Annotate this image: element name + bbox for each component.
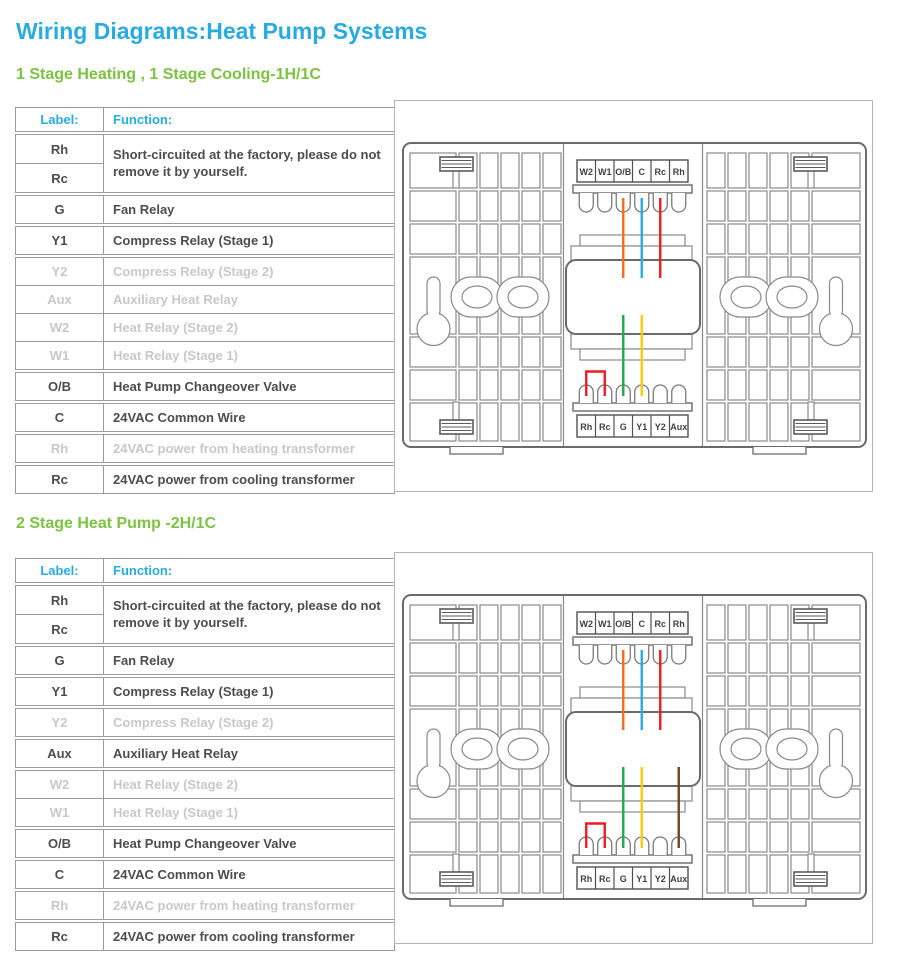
table-row bbox=[15, 465, 395, 494]
function-cell: Compress Relay (Stage 2) bbox=[113, 264, 274, 279]
label-cell: Rc bbox=[16, 614, 103, 643]
table-row bbox=[15, 226, 395, 255]
oval-slot-inner bbox=[508, 738, 538, 760]
terminal-label: Rc bbox=[654, 166, 667, 177]
screw-stem bbox=[808, 854, 814, 872]
table-row bbox=[15, 708, 395, 737]
table-row bbox=[15, 403, 395, 432]
terminal-label: O/B bbox=[615, 166, 632, 177]
label-column-header: Label: bbox=[16, 108, 104, 131]
mount-tab bbox=[450, 899, 503, 906]
label-cell: C bbox=[16, 404, 104, 431]
terminal-label: Y2 bbox=[654, 421, 666, 432]
terminal-label: Rc bbox=[598, 873, 611, 884]
bottom-wire-clamp bbox=[672, 385, 686, 403]
unit-step bbox=[571, 786, 692, 801]
mount-tab bbox=[450, 447, 503, 454]
unit-step bbox=[571, 246, 692, 261]
function-cell: Auxiliary Heat Relay bbox=[113, 292, 239, 307]
terminal-label: Aux bbox=[670, 873, 688, 884]
terminal-label: Aux bbox=[670, 421, 688, 432]
table-row-merged bbox=[15, 585, 395, 644]
label-cell: O/B bbox=[16, 830, 104, 857]
mount-tab bbox=[753, 447, 806, 454]
terminal-label: Rh bbox=[580, 421, 593, 432]
label-cell: C bbox=[16, 861, 104, 888]
oval-slot-inner bbox=[731, 286, 761, 308]
function-cell: Short-circuited at the factory, please do not remove it by yourself. bbox=[113, 146, 381, 179]
label-cell: Rh bbox=[50, 592, 69, 608]
table-row bbox=[15, 341, 395, 370]
bottom-terminal-bar bbox=[573, 855, 692, 863]
function-column-header: Function: bbox=[113, 563, 173, 578]
oval-slot-inner bbox=[731, 738, 761, 760]
function-cell: 24VAC power from cooling transformer bbox=[113, 929, 355, 944]
function-cell: Compress Relay (Stage 1) bbox=[113, 684, 274, 699]
merged-label-cells bbox=[16, 135, 104, 192]
function-cell: Heat Relay (Stage 2) bbox=[113, 777, 238, 792]
terminal-label: G bbox=[619, 873, 627, 884]
table-row bbox=[15, 372, 395, 401]
keyhole-join bbox=[428, 761, 439, 771]
function-cell: Heat Relay (Stage 1) bbox=[113, 805, 238, 820]
function-cell: Compress Relay (Stage 2) bbox=[113, 715, 274, 730]
unit-step bbox=[571, 334, 692, 349]
top-wire-clamp bbox=[579, 193, 593, 212]
mount-tab bbox=[753, 899, 806, 906]
wiring-diagram-1h1c bbox=[394, 100, 873, 492]
top-wire-clamp bbox=[672, 193, 686, 212]
table-row bbox=[15, 922, 395, 951]
top-wire-clamp bbox=[579, 645, 593, 664]
screw-stem bbox=[808, 402, 814, 420]
function-cell: Heat Pump Changeover Valve bbox=[113, 379, 297, 394]
label-cell: W2 bbox=[16, 771, 104, 798]
oval-slot-inner bbox=[777, 738, 807, 760]
table-row-merged bbox=[15, 134, 395, 193]
terminal-label: G bbox=[619, 421, 627, 432]
function-cell: 24VAC power from heating transformer bbox=[113, 898, 355, 913]
label-cell: W2 bbox=[16, 314, 104, 341]
label-cell: Rh bbox=[50, 141, 69, 157]
terminal-label: Rh bbox=[672, 166, 685, 177]
terminal-label: Y2 bbox=[654, 873, 666, 884]
label-column-header: Label: bbox=[16, 559, 104, 582]
terminal-label: Rc bbox=[598, 421, 611, 432]
label-cell: Rh bbox=[16, 892, 104, 919]
label-cell: Y2 bbox=[16, 258, 104, 285]
wiring-diagram-2h1c bbox=[394, 552, 873, 944]
table-header-row bbox=[15, 558, 395, 583]
unit-step bbox=[580, 801, 685, 812]
screw-stem bbox=[808, 170, 814, 188]
top-wire-clamp bbox=[672, 645, 686, 664]
terminal-label: C bbox=[638, 166, 645, 177]
function-column-header: Function: bbox=[113, 112, 173, 127]
terminal-label: Rh bbox=[672, 618, 685, 629]
table-header-row bbox=[15, 107, 395, 132]
table-row bbox=[15, 646, 395, 675]
label-cell: Y1 bbox=[16, 678, 104, 705]
label-cell: G bbox=[16, 647, 104, 674]
label-cell: Y1 bbox=[16, 227, 104, 254]
label-cell: O/B bbox=[16, 373, 104, 400]
screw-stem bbox=[453, 854, 459, 872]
oval-slot-inner bbox=[462, 286, 492, 308]
function-cell: Auxiliary Heat Relay bbox=[113, 746, 239, 761]
function-cell: 24VAC Common Wire bbox=[113, 410, 246, 425]
terminal-label: C bbox=[638, 618, 645, 629]
function-cell: 24VAC Common Wire bbox=[113, 867, 246, 882]
table-row bbox=[15, 677, 395, 706]
label-cell: W1 bbox=[16, 799, 104, 826]
terminal-label: W2 bbox=[579, 618, 593, 629]
keyhole-join bbox=[831, 761, 842, 771]
label-cell: Rc bbox=[16, 466, 104, 493]
screw-stem bbox=[808, 622, 814, 640]
unit-body bbox=[566, 260, 700, 334]
oval-slot-inner bbox=[777, 286, 807, 308]
function-cell: 24VAC power from heating transformer bbox=[113, 441, 355, 456]
oval-slot-inner bbox=[462, 738, 492, 760]
unit-step bbox=[580, 235, 685, 246]
terminal-label: O/B bbox=[615, 618, 632, 629]
table-row bbox=[15, 313, 395, 342]
label-cell: G bbox=[16, 196, 104, 223]
function-cell: Short-circuited at the factory, please do not remove it by yourself. bbox=[113, 597, 381, 630]
function-cell: Compress Relay (Stage 1) bbox=[113, 233, 274, 248]
section-heading-2h1c: 2 Stage Heat Pump -2H/1C bbox=[16, 515, 217, 532]
terminal-label: Y1 bbox=[636, 421, 648, 432]
table-row bbox=[15, 829, 395, 858]
table-row bbox=[15, 860, 395, 889]
bottom-terminal-bar bbox=[573, 403, 692, 411]
label-cell: Rh bbox=[16, 435, 104, 462]
screw-stem bbox=[453, 622, 459, 640]
function-cell: Heat Relay (Stage 1) bbox=[113, 348, 238, 363]
merged-label-cells bbox=[16, 586, 104, 643]
page-title: Wiring Diagrams:Heat Pump Systems bbox=[16, 18, 428, 44]
terminal-label: W1 bbox=[598, 166, 612, 177]
table-row bbox=[15, 798, 395, 827]
top-terminal-bar bbox=[573, 637, 692, 645]
label-cell: Rc bbox=[16, 163, 103, 192]
terminal-label: Rc bbox=[654, 618, 667, 629]
unit-step bbox=[580, 349, 685, 360]
table-row bbox=[15, 770, 395, 799]
oval-slot-inner bbox=[508, 286, 538, 308]
function-cell: Fan Relay bbox=[113, 653, 175, 668]
function-cell: Fan Relay bbox=[113, 202, 175, 217]
label-cell: Aux bbox=[16, 286, 104, 313]
table-row bbox=[15, 739, 395, 768]
terminal-label: Y1 bbox=[636, 873, 648, 884]
terminal-label: W2 bbox=[579, 166, 593, 177]
function-cell: Heat Relay (Stage 2) bbox=[113, 320, 238, 335]
label-cell: Aux bbox=[16, 740, 104, 767]
unit-step bbox=[580, 687, 685, 698]
function-cell: Heat Pump Changeover Valve bbox=[113, 836, 297, 851]
top-wire-clamp bbox=[598, 193, 612, 212]
table-row bbox=[15, 257, 395, 286]
keyhole-join bbox=[428, 309, 439, 319]
screw-stem bbox=[453, 402, 459, 420]
keyhole-join bbox=[831, 309, 842, 319]
legend-table-2h1c bbox=[15, 558, 395, 951]
top-wire-clamp bbox=[598, 645, 612, 664]
bottom-wire-clamp bbox=[653, 837, 667, 855]
table-row bbox=[15, 285, 395, 314]
table-row bbox=[15, 195, 395, 224]
function-cell: 24VAC power from cooling transformer bbox=[113, 472, 355, 487]
top-terminal-bar bbox=[573, 185, 692, 193]
screw-stem bbox=[453, 170, 459, 188]
table-row bbox=[15, 434, 395, 463]
table-row bbox=[15, 891, 395, 920]
label-cell: W1 bbox=[16, 342, 104, 369]
section-heading-1h1c: 1 Stage Heating , 1 Stage Cooling-1H/1C bbox=[16, 66, 321, 83]
terminal-label: W1 bbox=[598, 618, 612, 629]
terminal-label: Rh bbox=[580, 873, 593, 884]
label-cell: Rc bbox=[16, 923, 104, 950]
legend-table-1h1c bbox=[15, 107, 395, 494]
bottom-wire-clamp bbox=[653, 385, 667, 403]
unit-step bbox=[571, 698, 692, 713]
label-cell: Y2 bbox=[16, 709, 104, 736]
